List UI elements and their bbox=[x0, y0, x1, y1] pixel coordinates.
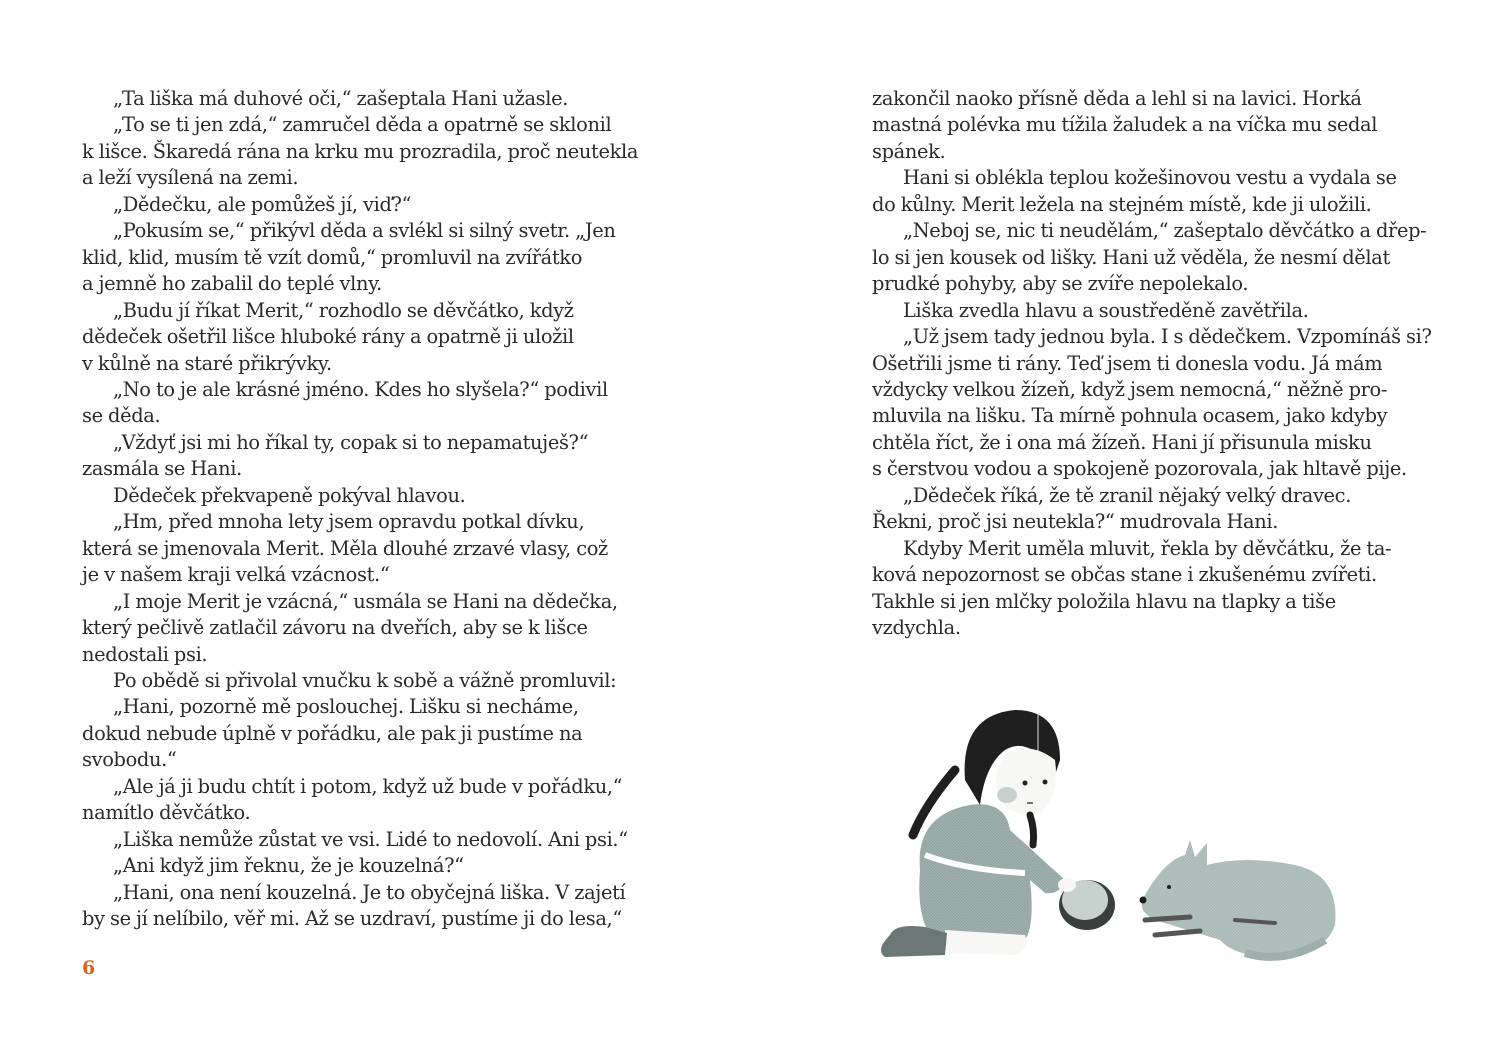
text-line: „Ale já ji budu chtít i potom, když už bude v pořádku,“ bbox=[113, 774, 623, 798]
text-line: „Hani, ona není kouzelná. Je to obyčejná liška. V zajetí bbox=[113, 880, 626, 904]
text-line: Ošetřili jsme ti rány. Teď jsem ti donesla vodu. Já mám bbox=[872, 351, 1383, 375]
left-page-text bbox=[82, 86, 642, 933]
text-line: Kdyby Merit uměla mluvit, řekla by děvčátku, že ta- bbox=[903, 536, 1392, 560]
boot bbox=[881, 926, 947, 957]
text-line: vždycky velkou žízeň, když jsem nemocná,“ něžně pro- bbox=[872, 377, 1388, 401]
text-line: dokud nebude úplně v pořádku, ale pak ji pustíme na bbox=[82, 721, 583, 745]
text-line: „Budu jí říkat Merit,“ rozhodlo se děvčátko, když bbox=[113, 298, 574, 322]
text-line: svobodu.“ bbox=[82, 748, 177, 772]
text-line: Dědeček překvapeně pokýval hlavou. bbox=[113, 483, 466, 507]
text-line: v kůlně na staré přikrývky. bbox=[82, 351, 332, 375]
text-line: zakončil naoko přísně děda a lehl si na lavici. Horká bbox=[872, 87, 1362, 110]
text-line: „I moje Merit je vzácná,“ usmála se Hani na dědečka, bbox=[113, 589, 618, 613]
text-line: k lišce. Škaredá rána na krku mu prozradila, proč neutekla bbox=[82, 139, 639, 163]
text-line: lo si jen kousek od lišky. Hani už věděla, že nesmí dělat bbox=[872, 245, 1390, 269]
text-line: „Neboj se, nic ti neudělám,“ zašeptalo děvčátko a dřep- bbox=[903, 219, 1427, 243]
text-line: prudké pohyby, aby se zvíře nepolekalo. bbox=[872, 272, 1249, 296]
text-line: „Dědeček říká, že tě zranil nějaký velký dravec. bbox=[903, 483, 1352, 507]
text-line: ková nepozornost se občas stane i zkušenému zvířeti. bbox=[872, 563, 1377, 587]
fox-nose bbox=[1140, 897, 1147, 904]
text-line: do kůlny. Merit ležela na stejném místě, kde ji uložili. bbox=[872, 192, 1372, 216]
text-line: nedostali psi. bbox=[82, 642, 208, 666]
text-line: Hani si oblékla teplou kožešinovou vestu a vydala se bbox=[903, 166, 1397, 190]
text-line: namítlo děvčátko. bbox=[82, 801, 251, 825]
text-line: „Ta liška má duhové oči,“ zašeptala Hani užasle. bbox=[113, 87, 569, 110]
text-line: chtěla říct, že i ona má žízeň. Hani jí přisunula misku bbox=[872, 430, 1372, 454]
text-line: „Dědečku, ale pomůžeš jí, viď?“ bbox=[113, 192, 412, 216]
text-line: „Liška nemůže zůstat ve vsi. Lidé to nedovolí. Ani psi.“ bbox=[113, 827, 628, 851]
text-line: s čerstvou vodou a spokojeně pozorovala, jak hltavě pije. bbox=[872, 457, 1407, 481]
braid-right bbox=[1030, 815, 1034, 845]
fox-figure bbox=[1140, 840, 1336, 957]
text-line: mastná polévka mu tížila žaludek a na víčka mu sedal bbox=[872, 113, 1378, 137]
fox-body bbox=[1142, 840, 1336, 957]
blush bbox=[997, 787, 1017, 803]
text-line: a jemně ho zabalil do teplé vlny. bbox=[82, 272, 382, 296]
page-number: 6 bbox=[82, 957, 96, 979]
text-line: zasmála se Hani. bbox=[82, 457, 242, 481]
text-line: vzdychla. bbox=[872, 616, 961, 640]
text-line: „Ani když jim řeknu, že je kouzelná?“ bbox=[113, 854, 464, 878]
text-line: mluvila na lišku. Ta mírně pohnula ocasem, jako kdyby bbox=[872, 404, 1388, 428]
text-line: se děda. bbox=[82, 404, 161, 428]
text-line: „Pokusím se,“ přikývl děda a svlékl si silný svetr. „Jen bbox=[113, 219, 616, 243]
text-line: by se jí nelíbilo, věř mi. Až se uzdraví, pustíme ji do lesa,“ bbox=[82, 907, 622, 931]
text-line: Liška zvedla hlavu a soustředěně zavětřila. bbox=[903, 298, 1309, 322]
text-line: Po obědě si přivolal vnučku k sobě a vážně promluvil: bbox=[113, 668, 617, 692]
fox-eye bbox=[1167, 885, 1171, 889]
right-page-text bbox=[872, 86, 1432, 642]
girl-figure bbox=[881, 710, 1115, 957]
text-line: je v našem kraji velká vzácnost.“ bbox=[82, 563, 390, 587]
text-line: „Vždyť jsi mi ho říkal ty, copak si to nepamatuješ?“ bbox=[113, 430, 589, 454]
text-line: dědeček ošetřil lišce hluboké rány a opatrně ji uložil bbox=[82, 325, 574, 349]
text-line: „To se ti jen zdá,“ zamručel děda a opatrně se sklonil bbox=[113, 113, 612, 137]
text-line: klid, klid, musím tě vzít domů,“ promluvil na zvířátko bbox=[82, 245, 583, 269]
text-line: „Hm, před mnoha lety jsem opravdu potkal dívku, bbox=[113, 510, 585, 534]
text-line: „Už jsem tady jednou byla. I s dědečkem. Vzpomínáš si? bbox=[903, 325, 1432, 349]
text-line: a leží vysílená na zemi. bbox=[82, 166, 299, 190]
dress bbox=[919, 804, 1065, 945]
text-line: Takhle si jen mlčky položila hlavu na tlapky a tiše bbox=[872, 589, 1336, 613]
illustration-girl-and-fox bbox=[855, 695, 1345, 980]
text-line: „Hani, pozorně mě poslouchej. Lišku si necháme, bbox=[113, 695, 579, 719]
text-line: který pečlivě zatlačil závoru na dveřích, aby se k lišce bbox=[82, 616, 588, 640]
text-line: „No to je ale krásné jméno. Kdes ho slyšela?“ podivil bbox=[113, 377, 608, 401]
text-line: spánek. bbox=[872, 139, 946, 163]
text-line: Řekni, proč jsi neutekla?“ mudrovala Hani. bbox=[872, 510, 1279, 534]
text-line: která se jmenovala Merit. Měla dlouhé zrzavé vlasy, což bbox=[82, 536, 608, 560]
